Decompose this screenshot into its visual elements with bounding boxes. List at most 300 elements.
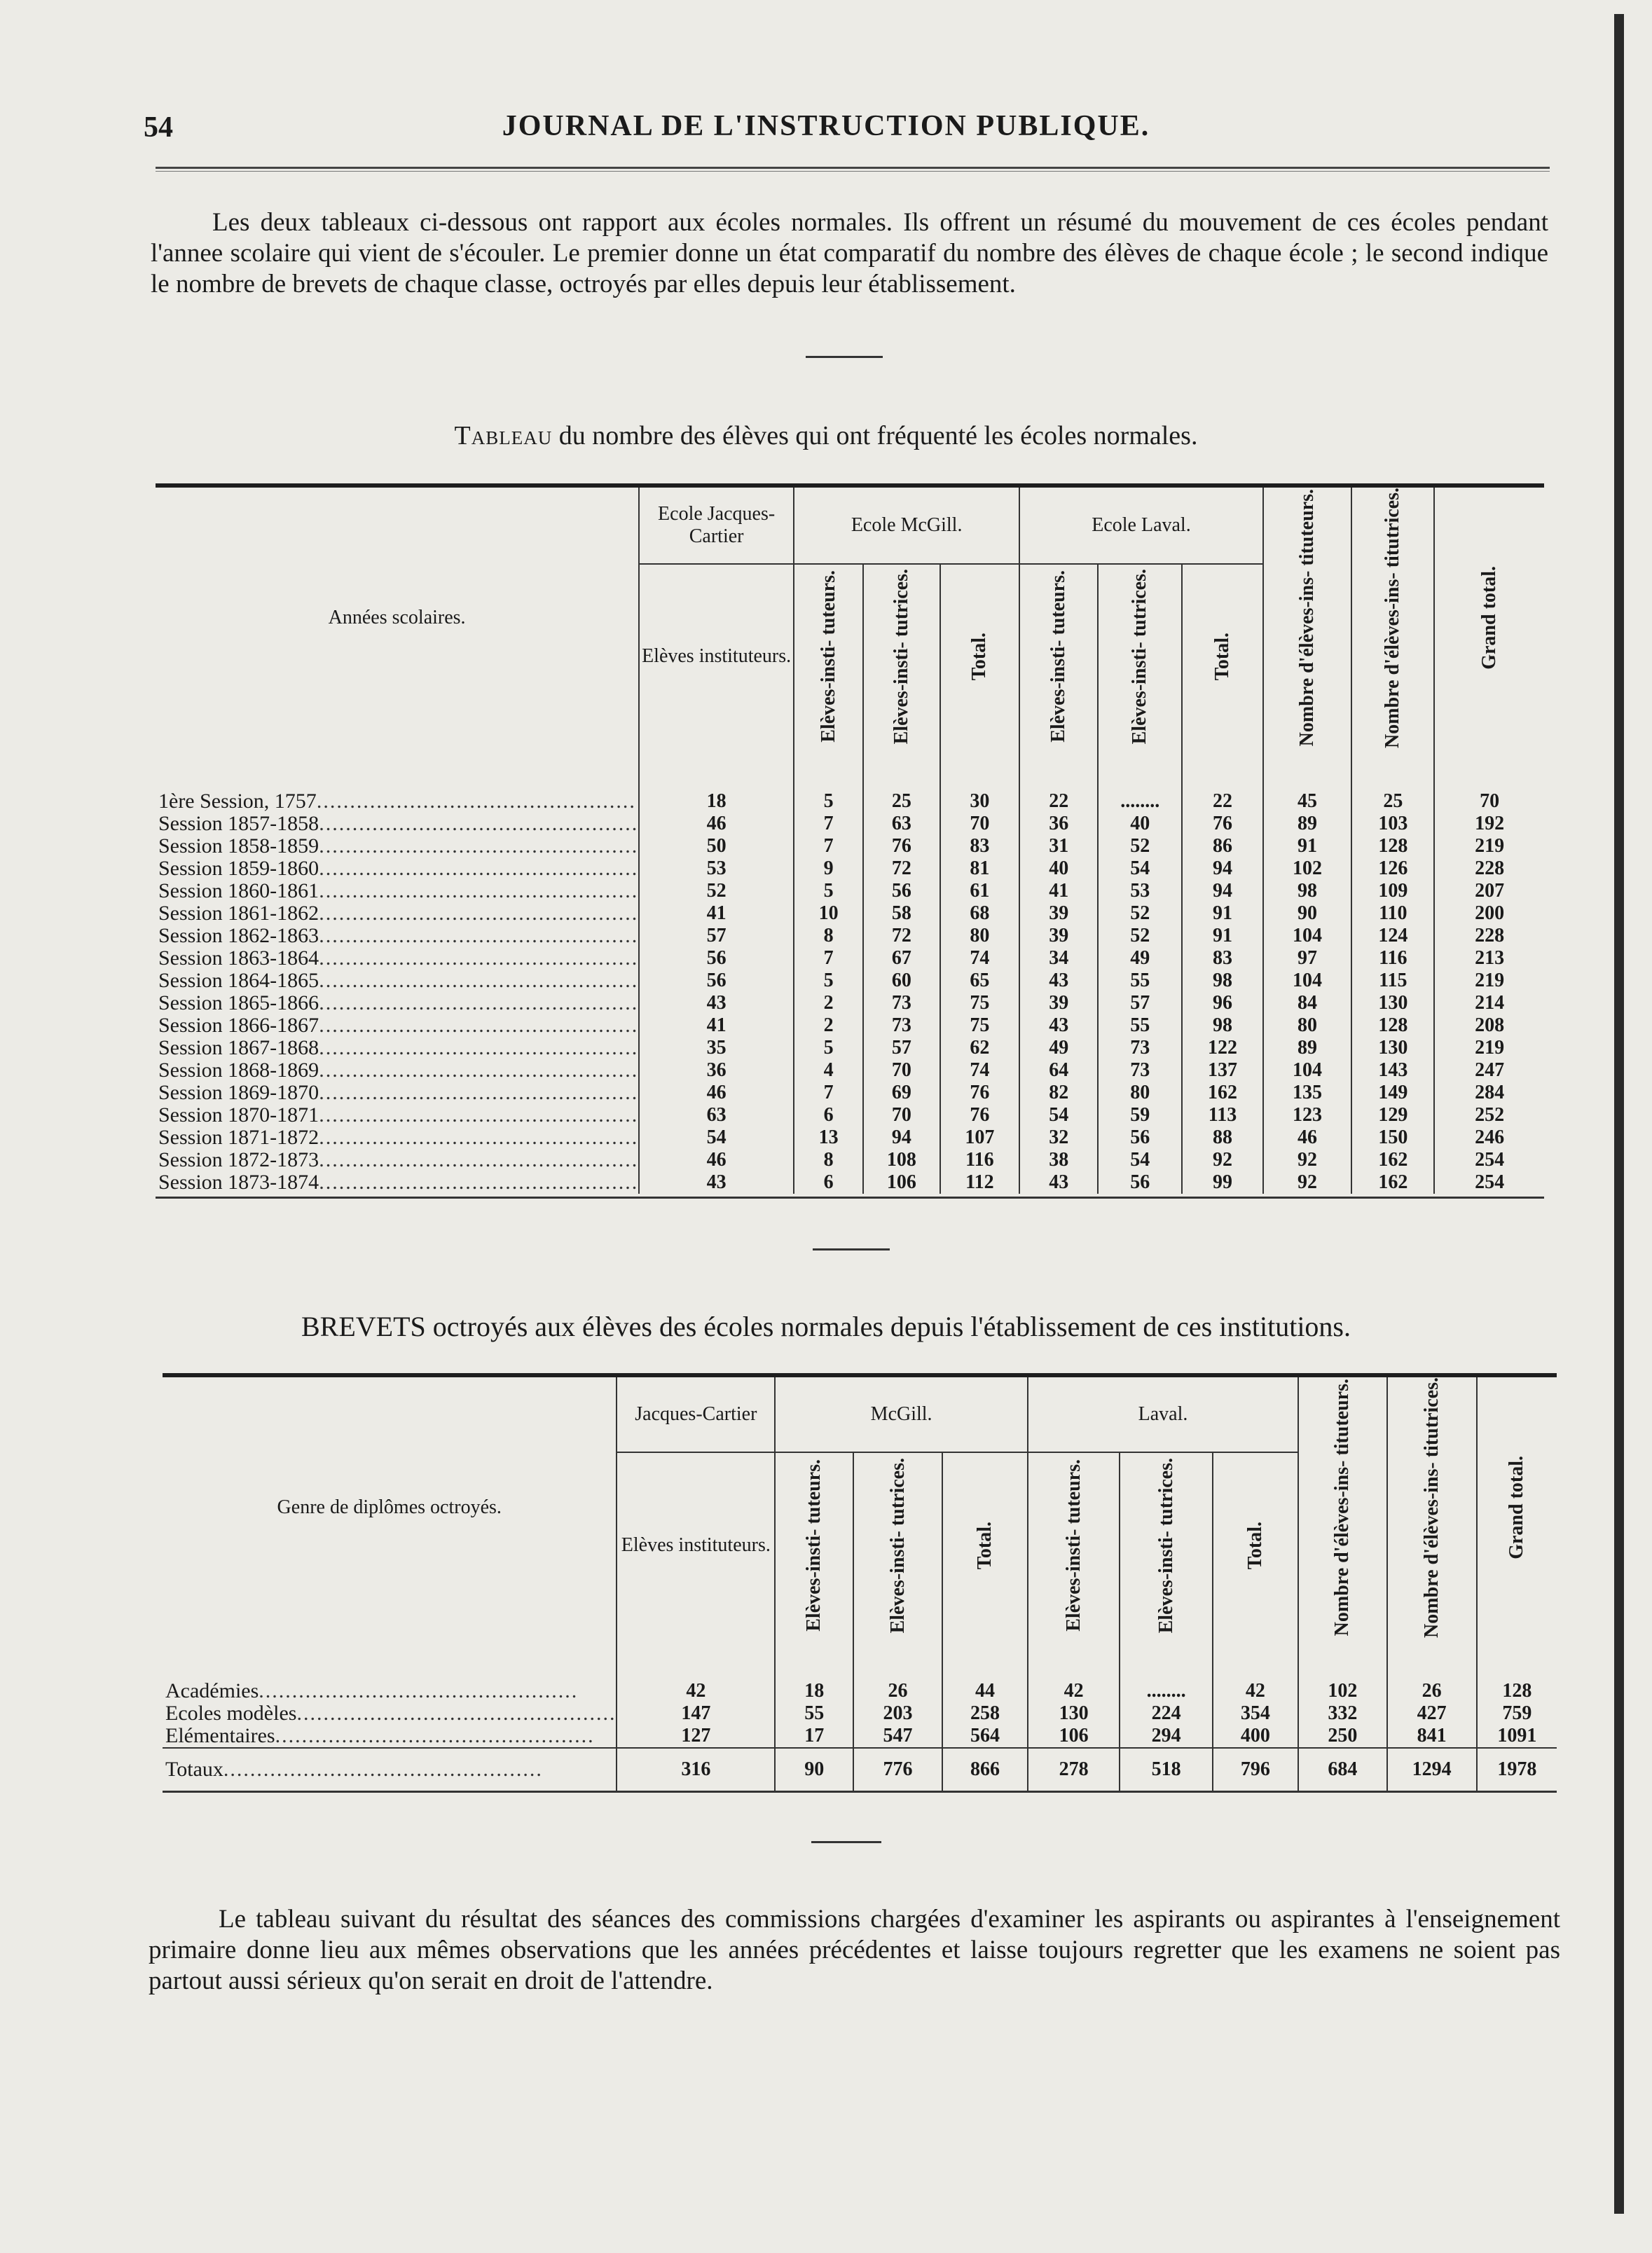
table-cell: 116	[940, 1149, 1020, 1171]
table-cell: 224	[1120, 1702, 1213, 1725]
table-cell: ........	[1120, 1680, 1213, 1702]
years-header: Années scolaires.	[328, 606, 466, 628]
table-cell: 427	[1387, 1702, 1477, 1725]
table-row	[156, 835, 1544, 857]
row-label: Session 1863-1864................................................	[158, 946, 639, 970]
table-cell: 83	[940, 835, 1020, 857]
table-cell: 130	[1351, 992, 1434, 1014]
running-title: JOURNAL DE L'INSTRUCTION PUBLIQUE.	[502, 110, 1150, 142]
table-cell: 56	[863, 880, 939, 902]
table-cell: 208	[1434, 1014, 1544, 1037]
table-cell: 44	[942, 1680, 1028, 1702]
table-cell: 18	[775, 1680, 853, 1702]
table-cell: 258	[942, 1702, 1028, 1725]
table-cell: 246	[1434, 1126, 1544, 1149]
table-cell: 5	[794, 880, 863, 902]
table-cell: 106	[863, 1171, 939, 1194]
table-cell: 9	[794, 857, 863, 880]
table-row	[156, 880, 1544, 902]
table-cell: 52	[1098, 835, 1182, 857]
table-cell: 7	[794, 1082, 863, 1104]
table-cell: 147	[617, 1702, 775, 1725]
table-cell: 41	[639, 1014, 794, 1037]
jc-school-header: Ecole Jacques-Cartier	[639, 485, 794, 564]
table-cell: 252	[1434, 1104, 1544, 1126]
table-cell: 10	[794, 902, 863, 925]
table-cell: 26	[853, 1680, 942, 1702]
row-label: Totaux................................................	[163, 1748, 617, 1792]
table-row	[156, 1171, 1544, 1194]
table-cell: 5	[794, 970, 863, 992]
nb-instituteurs-header: Nombre d'élèves-ins- tituteurs.	[1298, 1375, 1387, 1638]
row-label: Elémentaires................................................	[165, 1724, 595, 1747]
table-cell: 76	[940, 1082, 1020, 1104]
table-cell: 219	[1434, 1037, 1544, 1059]
table-cell: 59	[1098, 1104, 1182, 1126]
table-cell: 61	[940, 880, 1020, 902]
table-cell: 56	[639, 970, 794, 992]
table-cell: 63	[639, 1104, 794, 1126]
table-cell: 84	[1263, 992, 1352, 1014]
table-cell: 55	[1098, 970, 1182, 992]
table-cell: 107	[940, 1126, 1020, 1149]
table-cell: 82	[1019, 1082, 1098, 1104]
table-cell: 80	[940, 925, 1020, 947]
table-cell: 90	[1263, 902, 1352, 925]
table-cell: 39	[1019, 925, 1098, 947]
table-cell: 127	[617, 1725, 775, 1748]
table-cell: 56	[1098, 1171, 1182, 1194]
table-cell: 123	[1263, 1104, 1352, 1126]
mcgill-institutrices-header: Elèves-insti- tutrices.	[853, 1452, 942, 1638]
table-cell: 92	[1263, 1171, 1352, 1194]
table-cell: 128	[1351, 835, 1434, 857]
table-cell: 58	[863, 902, 939, 925]
table-cell: 108	[863, 1149, 939, 1171]
table-cell: 104	[1263, 970, 1352, 992]
table-cell: 129	[1351, 1104, 1434, 1126]
table-cell: 35	[639, 1037, 794, 1059]
table-cell: 214	[1434, 992, 1544, 1014]
mcgill-instituteurs-header: Elèves-insti- tuteurs.	[775, 1452, 853, 1638]
table-cell: 116	[1351, 947, 1434, 970]
table-cell: 52	[1098, 925, 1182, 947]
totals-row	[163, 1748, 1557, 1792]
mcgill-school-header: Ecole McGill.	[794, 485, 1019, 564]
table-cell: 96	[1182, 992, 1262, 1014]
table2-caption-rest: octroyés aux élèves des écoles normales depuis l'établissement de ces institutions.	[425, 1311, 1351, 1342]
table-cell: 8	[794, 925, 863, 947]
table-cell: 70	[940, 813, 1020, 835]
table-cell: 57	[863, 1037, 939, 1059]
table-cell: 25	[1351, 790, 1434, 813]
laval-school-header: Ecole Laval.	[1019, 485, 1262, 564]
mcgill-total-header: Total.	[940, 564, 1020, 748]
table-cell: 102	[1298, 1680, 1387, 1702]
table-cell: 143	[1351, 1059, 1434, 1082]
table-cell: 109	[1351, 880, 1434, 902]
table-cell: 42	[1213, 1680, 1298, 1702]
table-cell: 94	[1182, 857, 1262, 880]
table-cell: 56	[639, 947, 794, 970]
section-divider	[811, 1841, 881, 1843]
diplomas-table	[163, 1373, 1557, 1793]
header-rule	[156, 167, 1550, 172]
mcgill-school-header: McGill.	[775, 1375, 1028, 1452]
row-label: Session 1858-1859................................................	[158, 834, 639, 857]
row-label: Session 1873-1874................................................	[158, 1171, 639, 1194]
mcgill-instituteurs-header: Elèves-insti- tuteurs.	[794, 564, 863, 748]
table-cell: 40	[1019, 857, 1098, 880]
table-cell: 49	[1098, 947, 1182, 970]
table-cell: 207	[1434, 880, 1544, 902]
mcgill-institutrices-header: Elèves-insti- tutrices.	[863, 564, 939, 748]
table-cell: 684	[1298, 1748, 1387, 1792]
table-cell: 46	[1263, 1126, 1352, 1149]
table-row	[156, 925, 1544, 947]
table-cell: 4	[794, 1059, 863, 1082]
table-cell: 26	[1387, 1680, 1477, 1702]
table-cell: 45	[1263, 790, 1352, 813]
table-row	[156, 1059, 1544, 1082]
table-cell: 228	[1434, 857, 1544, 880]
table-cell: 400	[1213, 1725, 1298, 1748]
table-cell: 32	[1019, 1126, 1098, 1149]
section-divider	[813, 1248, 890, 1250]
table-row	[156, 902, 1544, 925]
table-cell: 103	[1351, 813, 1434, 835]
table-cell: 203	[853, 1702, 942, 1725]
table-cell: 36	[639, 1059, 794, 1082]
table-cell: 50	[639, 835, 794, 857]
grand-total-header: Grand total.	[1434, 485, 1544, 748]
table1-caption	[0, 420, 1652, 451]
jc-school-header: Jacques-Cartier	[617, 1375, 775, 1452]
table-cell: 43	[1019, 1171, 1098, 1194]
table2-caption	[0, 1310, 1652, 1343]
laval-school-header: Laval.	[1028, 1375, 1298, 1452]
table-cell: 316	[617, 1748, 775, 1792]
row-label: Session 1865-1866................................................	[158, 991, 639, 1014]
table-cell: 92	[1182, 1149, 1262, 1171]
table-cell: 53	[1098, 880, 1182, 902]
table-cell: 113	[1182, 1104, 1262, 1126]
table-cell: 162	[1351, 1171, 1434, 1194]
table-cell: 86	[1182, 835, 1262, 857]
table-cell: 74	[940, 947, 1020, 970]
table-cell: 13	[794, 1126, 863, 1149]
row-label: Session 1869-1870................................................	[158, 1081, 639, 1104]
table-cell: 49	[1019, 1037, 1098, 1059]
table-cell: 88	[1182, 1126, 1262, 1149]
table-row	[156, 970, 1544, 992]
table-cell: 41	[639, 902, 794, 925]
table-cell: 73	[1098, 1037, 1182, 1059]
table-cell: 564	[942, 1725, 1028, 1748]
table-cell: 39	[1019, 902, 1098, 925]
table-cell: 39	[1019, 992, 1098, 1014]
table-cell: 38	[1019, 1149, 1098, 1171]
table-row	[156, 1149, 1544, 1171]
table-cell: 247	[1434, 1059, 1544, 1082]
row-label: Session 1861-1862................................................	[158, 902, 639, 925]
table-cell: 219	[1434, 970, 1544, 992]
table-cell: 25	[863, 790, 939, 813]
row-label: Session 1872-1873................................................	[158, 1148, 639, 1171]
table-cell: 72	[863, 925, 939, 947]
table-cell: 46	[639, 813, 794, 835]
table-cell: 228	[1434, 925, 1544, 947]
row-label: Session 1857-1858................................................	[158, 812, 639, 835]
table-cell: 73	[863, 992, 939, 1014]
table-cell: 2	[794, 992, 863, 1014]
table-cell: 841	[1387, 1725, 1477, 1748]
table-cell: 36	[1019, 813, 1098, 835]
table-row	[156, 1037, 1544, 1059]
table-cell: 18	[639, 790, 794, 813]
table-cell: 284	[1434, 1082, 1544, 1104]
table-cell: 7	[794, 835, 863, 857]
jc-sub-header: Elèves instituteurs.	[639, 564, 794, 748]
table-cell: 518	[1120, 1748, 1213, 1792]
table-cell: 126	[1351, 857, 1434, 880]
table-row	[156, 947, 1544, 970]
table-cell: 70	[863, 1059, 939, 1082]
table-cell: 122	[1182, 1037, 1262, 1059]
table-row	[163, 1680, 1557, 1702]
nb-institutrices-header: Nombre d'élèves-ins- titutrices.	[1351, 485, 1434, 748]
table-cell: 81	[940, 857, 1020, 880]
table-cell: 42	[1028, 1680, 1120, 1702]
table-cell: 80	[1263, 1014, 1352, 1037]
table-cell: 254	[1434, 1171, 1544, 1194]
table-row	[156, 1126, 1544, 1149]
table-cell: 57	[1098, 992, 1182, 1014]
table-cell: 5	[794, 790, 863, 813]
table-row	[163, 1725, 1557, 1748]
table-cell: 52	[639, 880, 794, 902]
table-cell: 22	[1019, 790, 1098, 813]
table-cell: 250	[1298, 1725, 1387, 1748]
table-cell: 294	[1120, 1725, 1213, 1748]
table-cell: 73	[863, 1014, 939, 1037]
table-cell: 130	[1351, 1037, 1434, 1059]
table-cell: 34	[1019, 947, 1098, 970]
table-cell: 97	[1263, 947, 1352, 970]
table-cell: 70	[1434, 790, 1544, 813]
table-cell: 65	[940, 970, 1020, 992]
table-cell: 89	[1263, 813, 1352, 835]
table-cell: 75	[940, 1014, 1020, 1037]
table-cell: 162	[1182, 1082, 1262, 1104]
table-cell: 43	[1019, 1014, 1098, 1037]
table-cell: 75	[940, 992, 1020, 1014]
table-cell: 254	[1434, 1149, 1544, 1171]
table-cell: 332	[1298, 1702, 1387, 1725]
table-cell: 94	[863, 1126, 939, 1149]
table-cell: 128	[1351, 1014, 1434, 1037]
table-row	[156, 1082, 1544, 1104]
table-cell: 43	[639, 1171, 794, 1194]
table-cell: 98	[1182, 970, 1262, 992]
table-cell: 150	[1351, 1126, 1434, 1149]
table-cell: 6	[794, 1104, 863, 1126]
table-cell: 83	[1182, 947, 1262, 970]
table-cell: 41	[1019, 880, 1098, 902]
table-cell: ........	[1098, 790, 1182, 813]
table-row	[156, 857, 1544, 880]
laval-total-header: Total.	[1213, 1452, 1298, 1638]
table-cell: 796	[1213, 1748, 1298, 1792]
table-row	[156, 813, 1544, 835]
laval-institutrices-header: Elèves-insti- tutrices.	[1098, 564, 1182, 748]
table-cell: 130	[1028, 1702, 1120, 1725]
table-cell: 106	[1028, 1725, 1120, 1748]
table-cell: 68	[940, 902, 1020, 925]
table-cell: 91	[1182, 902, 1262, 925]
row-label: Session 1859-1860................................................	[158, 857, 639, 880]
table-cell: 94	[1182, 880, 1262, 902]
table-cell: 56	[1098, 1126, 1182, 1149]
table-cell: 43	[1019, 970, 1098, 992]
table-cell: 7	[794, 947, 863, 970]
table1-caption-rest: du nombre des élèves qui ont fréquenté les écoles normales.	[552, 421, 1198, 450]
table-cell: 80	[1098, 1082, 1182, 1104]
table-cell: 42	[617, 1680, 775, 1702]
table-cell: 7	[794, 813, 863, 835]
row-label: Session 1870-1871................................................	[158, 1103, 639, 1126]
table-row	[156, 1104, 1544, 1126]
table-cell: 759	[1477, 1702, 1557, 1725]
laval-total-header: Total.	[1182, 564, 1262, 748]
table-cell: 76	[940, 1104, 1020, 1126]
table-cell: 54	[1098, 1149, 1182, 1171]
nb-institutrices-header: Nombre d'élèves-ins- titutrices.	[1387, 1375, 1477, 1638]
table-cell: 6	[794, 1171, 863, 1194]
table-cell: 70	[863, 1104, 939, 1126]
table-cell: 200	[1434, 902, 1544, 925]
table2-caption-lead: BREVETS	[301, 1311, 426, 1342]
table-cell: 62	[940, 1037, 1020, 1059]
table-cell: 1294	[1387, 1748, 1477, 1792]
table-cell: 192	[1434, 813, 1544, 835]
table-row	[156, 992, 1544, 1014]
table-cell: 547	[853, 1725, 942, 1748]
laval-instituteurs-header: Elèves-insti- tuteurs.	[1028, 1452, 1120, 1638]
table-row	[156, 790, 1544, 813]
table-cell: 46	[639, 1149, 794, 1171]
table-cell: 115	[1351, 970, 1434, 992]
table-cell: 17	[775, 1725, 853, 1748]
table-cell: 776	[853, 1748, 942, 1792]
table-cell: 137	[1182, 1059, 1262, 1082]
table-cell: 128	[1477, 1680, 1557, 1702]
table-cell: 90	[775, 1748, 853, 1792]
mcgill-total-header: Total.	[942, 1452, 1028, 1638]
table-cell: 76	[1182, 813, 1262, 835]
table-cell: 104	[1263, 925, 1352, 947]
table-cell: 31	[1019, 835, 1098, 857]
table-cell: 64	[1019, 1059, 1098, 1082]
table-cell: 76	[863, 835, 939, 857]
table-cell: 55	[1098, 1014, 1182, 1037]
table-row	[156, 1014, 1544, 1037]
table-cell: 102	[1263, 857, 1352, 880]
row-label: Session 1868-1869................................................	[158, 1059, 639, 1082]
page-number: 54	[144, 111, 173, 144]
table-cell: 110	[1351, 902, 1434, 925]
table-cell: 74	[940, 1059, 1020, 1082]
table-cell: 91	[1182, 925, 1262, 947]
row-label: Session 1867-1868................................................	[158, 1036, 639, 1059]
students-table	[156, 483, 1544, 1199]
table-cell: 354	[1213, 1702, 1298, 1725]
table-cell: 40	[1098, 813, 1182, 835]
table-cell: 1978	[1477, 1748, 1557, 1792]
table-cell: 278	[1028, 1748, 1120, 1792]
table-cell: 46	[639, 1082, 794, 1104]
table-cell: 54	[1019, 1104, 1098, 1126]
table-cell: 89	[1263, 1037, 1352, 1059]
table-cell: 219	[1434, 835, 1544, 857]
table-cell: 213	[1434, 947, 1544, 970]
row-label: Session 1860-1861................................................	[158, 879, 639, 902]
nb-instituteurs-header: Nombre d'élèves-ins- tituteurs.	[1263, 485, 1352, 748]
table-cell: 162	[1351, 1149, 1434, 1171]
table-cell: 2	[794, 1014, 863, 1037]
table-cell: 866	[942, 1748, 1028, 1792]
table-cell: 149	[1351, 1082, 1434, 1104]
table-cell: 91	[1263, 835, 1352, 857]
table-cell: 112	[940, 1171, 1020, 1194]
row-label: 1ère Session, 1757................................................	[158, 790, 636, 813]
table-cell: 57	[639, 925, 794, 947]
grand-total-header: Grand total.	[1477, 1375, 1557, 1638]
table-cell: 22	[1182, 790, 1262, 813]
jc-sub-header: Elèves instituteurs.	[617, 1452, 775, 1638]
table-cell: 30	[940, 790, 1020, 813]
laval-instituteurs-header: Elèves-insti- tuteurs.	[1019, 564, 1098, 748]
table-cell: 55	[775, 1702, 853, 1725]
table-cell: 5	[794, 1037, 863, 1059]
table-cell: 73	[1098, 1059, 1182, 1082]
table-cell: 52	[1098, 902, 1182, 925]
laval-institutrices-header: Elèves-insti- tutrices.	[1120, 1452, 1213, 1638]
table-cell: 54	[1098, 857, 1182, 880]
table1-caption-lead: Tableau	[454, 421, 553, 450]
table-cell: 67	[863, 947, 939, 970]
table-cell: 8	[794, 1149, 863, 1171]
closing-paragraph: Le tableau suivant du résultat des séances des commissions chargées d'examiner les aspirants ou aspirantes à l'enseignement primaire donne lieu aux mêmes observations que les années précédentes et laisse toujours regretter que les examens ne soient pas partout aussi sérieux qu'on serait en droit de l'attendre.	[149, 1905, 1560, 1995]
table-cell: 69	[863, 1082, 939, 1104]
table-cell: 43	[639, 992, 794, 1014]
table-cell: 99	[1182, 1171, 1262, 1194]
table-cell: 63	[863, 813, 939, 835]
table-row	[163, 1702, 1557, 1725]
genre-header: Genre de diplômes octroyés.	[277, 1496, 502, 1518]
table-cell: 54	[639, 1126, 794, 1149]
section-divider	[806, 356, 883, 358]
row-label: Ecoles modèles................................................	[165, 1702, 617, 1725]
table-cell: 98	[1263, 880, 1352, 902]
table-cell: 60	[863, 970, 939, 992]
intro-paragraph: Les deux tableaux ci-dessous ont rapport aux écoles normales. Ils offrent un résumé du mouvement de ces écoles pendant l'annee scolaire qui vient de s'écouler. Le premier donne un état comparatif du nombre des élèves de chaque école ; le second indique le nombre de brevets de chaque classe, octroyés par elles depuis leur établissement.	[151, 208, 1548, 298]
table-cell: 72	[863, 857, 939, 880]
table-cell: 135	[1263, 1082, 1352, 1104]
table-cell: 92	[1263, 1149, 1352, 1171]
table-cell: 124	[1351, 925, 1434, 947]
row-label: Session 1866-1867................................................	[158, 1014, 639, 1037]
